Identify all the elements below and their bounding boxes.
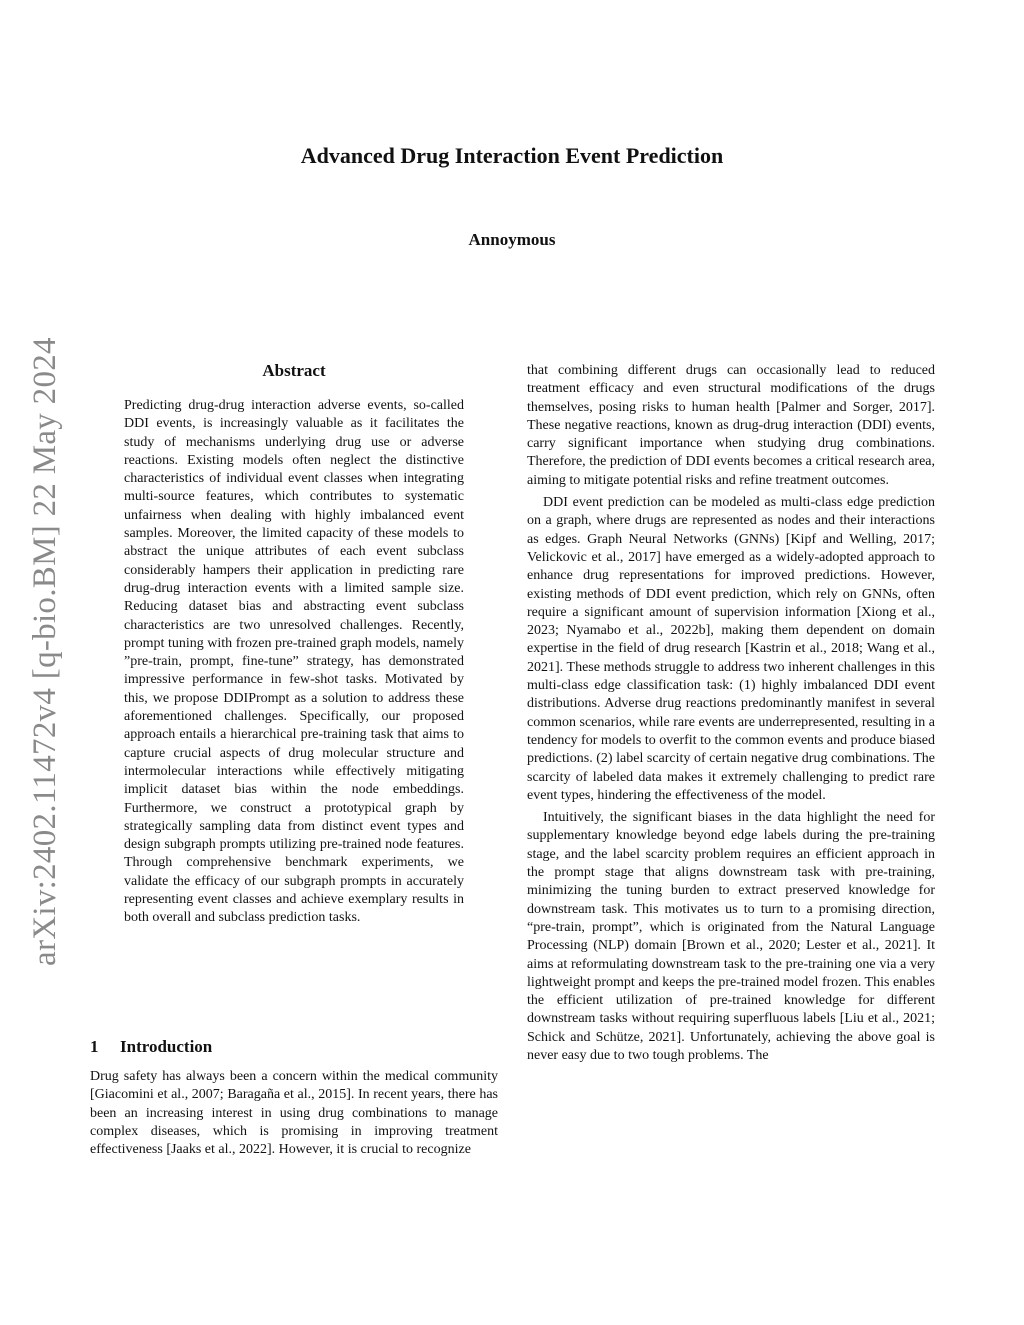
abstract-paragraph: Predicting drug-drug interaction adverse events, so-called DDI events, is increasingly valuable as it facilitates the study of mechanisms underlying drug use or adverse reactions. Existing models often neglect the distinctive characteristics of individual event classes when integrating multi-source features, which contributes to systematic unfairness when dealing with highly imbalanced event samples. Moreover, the limited capacity of these models to abstract the unique attributes of each event subclass considerably hampers their application in predicting rare drug-drug interaction events with a limited sample size. Reducing dataset bias and abstracting event subclass characteristics are two unresolved challenges. Recently, prompt tuning with frozen pre-trained graph models, namely ”pre-train, prompt, fine-tune” strategy, has demonstrated impressive performance in few-shot tasks. Motivated by this, we propose DDIPrompt as a solution to address these aforementioned challenges. Specifically, our proposed approach entails a hierarchical pre-training task that aims to capture crucial aspects of drug molecular structure and intermolecular interactions while effectively mitigating implicit dataset bias within the node embeddings. Furthermore, we construct a prototypical graph by strategically sampling data from distinct event types and design subgraph prompts utilizing pre-trained node features. Through comprehensive benchmark experiments, we validate the efficacy of our subgraph prompts in accurately representing event classes and achieve exemplary results in both overall and subclass prediction tasks. <box>124 398 464 926</box>
body-paragraph: Intuitively, the significant biases in the data highlight the need for supplementary knowledge beyond edge labels during the pre-training stage, and the label scarcity problem requires an efficient approach in the prompt stage that aligns downstream task with pre-training, minimizing the tuning burden to extract preserved knowledge for downstream task. This motivates us to turn to a promising direction, “pre-train, prompt”, which is originated from the Natural Language Processing (NLP) domain [Brown et al., 2020; Lester et al., 2021]. It aims at reformulating downstream task to the pre-training one via a very lightweight prompt and keeps the pre-trained model frozen. This enables the efficient utilization of pre-trained knowledge for different downstream tasks without requiring superfluous labels [Liu et al., 2021; Schick and Schütze, 2021]. Unfortunately, achieving the above goal is never easy due to two tough problems. The <box>527 810 935 1063</box>
paper-title: Advanced Drug Interaction Event Prediction <box>300 143 724 168</box>
right-column <box>527 362 935 1069</box>
abstract-heading: Abstract <box>262 361 326 380</box>
section-title: Introduction <box>120 1037 213 1056</box>
arxiv-identifier-stamp[interactable]: arXiv:2402.11472v4 [q-bio.BM] 22 May 2024 <box>27 337 63 966</box>
body-paragraph: DDI event prediction can be modeled as multi-class edge prediction on a graph, where drugs are represented as nodes and their interactions as edges. Graph Neural Networks (GNNs) [Kipf and Welling, 2017; Velickovic et al., 2017] have emerged as a widely-adopted approach to enhance drug representations for improved predictions. However, existing methods of DDI event prediction, which rely on GNNs, often require a significant amount of supervision information [Xiong et al., 2023; Nyamabo et al., 2022b], making them dependent on domain expertise in the field of drug research [Kastrin et al., 2018; Wang et al., 2021]. These methods struggle to address two inherent challenges in this multi-class edge classification task: (1) highly imbalanced DDI event distributions. Adverse drug reactions predominantly manifest in several common scenarios, while rare events are underrepresented, resulting in a tendency for models to overfit to the common events and produce biased predictions. (2) label scarcity of certain negative drug combinations. The scarcity of labeled data makes it extremely challenging to predict rare event types, hindering the effectiveness of the model. <box>527 495 935 803</box>
introduction-left-column <box>90 1068 498 1159</box>
abstract-body <box>124 397 464 928</box>
author-name: Annoymous <box>468 230 556 249</box>
introduction-paragraph: Drug safety has always been a concern within the medical community [Giacomini et al., 2007; Baragaña et al., 2015]. In recent years, there has been an increasing interest in using drug combinations to manage complex diseases, which is promising in improving treatment effectiveness [Jaaks et al., 2022]. However, it is crucial to recognize <box>90 1069 498 1158</box>
body-paragraph: that combining different drugs can occasionally lead to reduced treatment efficacy and even structural modifications of the drugs themselves, posing risks to human health [Palmer and Sorger, 2017]. These negative reactions, known as drug-drug interaction (DDI) events, carry significant importance when studying drug combinations. Therefore, the prediction of DDI events becomes a critical research area, aiming to mitigate potential risks and refine treatment outcomes. <box>527 363 935 488</box>
arxiv-sidebar <box>22 320 68 966</box>
section-number: 1 <box>90 1037 99 1056</box>
section-heading-introduction <box>90 1037 498 1057</box>
